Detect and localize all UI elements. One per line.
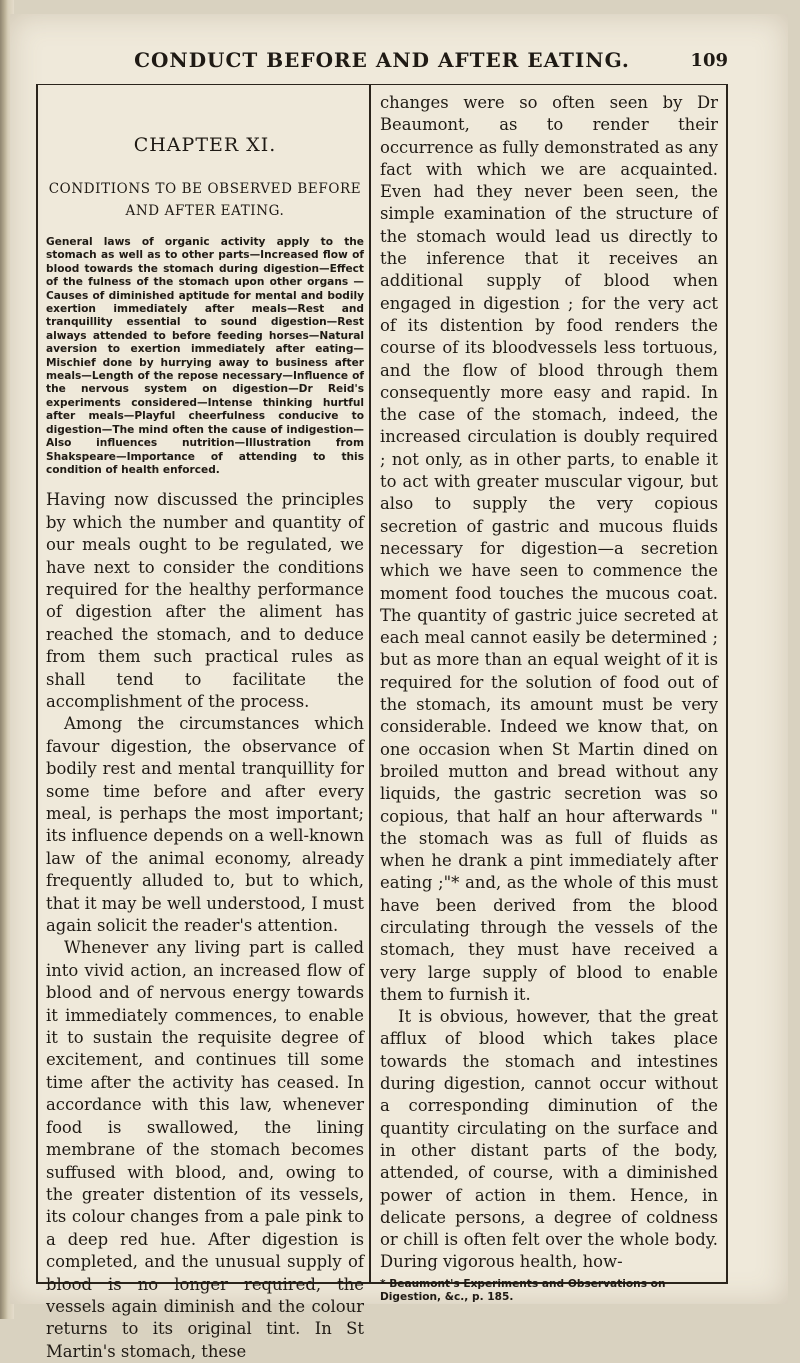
right-border-rule	[726, 85, 728, 1283]
paragraph: It is obvious, however, that the great afflux of blood which takes place towards the stomach and intestines during digestion, cannot occur without a corresponding diminution of the quantity circulating on the surface and in other distant parts of the body, attended, of course, with a diminished power of action in them. Hence, in delicate persons, a degree of coldness or chill is often felt over the whole body. During vigorous health, how-	[380, 1007, 718, 1272]
left-column	[46, 92, 364, 1363]
book-page	[10, 14, 788, 1361]
page-header	[36, 44, 728, 85]
footnote: * Beaumont's Experiments and Observations on Digestion, &c., p. 185.	[380, 1277, 666, 1303]
chapter-summary: General laws of organic activity apply to the stomach as well as to other parts—Increased flow of blood towards the stomach during digestion—Effect of the fulness of the stomach upon other organs —Causes of diminished aptitude for mental and bodily exertion immediately after meals—Rest and tranquillity essential to sound digestion—Rest always attended to before feeding horses—Natural aversion to exertion immediately after eating—Mischief done by hurrying away to business after meals—Length of the repose necessary—Influence of the nervous system on digestion—Dr Reid's experiments considered—Intense thinking hurtful after meals—Playful cheerfulness conducive to digestion—The mind often the cause of indigestion—Also influences nutrition—Illustration from Shakspeare—Importance of attending to this condition of health enforced.	[46, 236, 364, 476]
paragraph: Having now discussed the principles by which the number and quantity of our meals ought to be regulated, we have next to consider the conditions required for the healthy performance of digestion after the aliment has reached the stomach, and to deduce from them such practical rules as shall tend to facilitate the accomplishment of the process.	[46, 490, 364, 711]
page-number: 109	[690, 50, 728, 71]
paragraph: Among the circumstances which favour digestion, the observance of bodily rest and mental tranquillity for some time before and after every meal, is perhaps the most important; its influence depends on a well-known law of the animal economy, already frequently alluded to, but to which, that it may be well understood, I must again solicit the reader's attention.	[46, 714, 364, 936]
left-border-rule	[36, 85, 38, 1283]
column-divider	[369, 85, 371, 1283]
chapter-heading: CHAPTER XI.	[133, 134, 277, 156]
chapter-title: CONDITIONS TO BE OBSERVED BEFORE AND AFTER EATING.	[48, 181, 362, 219]
paragraph: Whenever any living part is called into vivid action, an increased flow of blood and of nervous energy towards it immediately commences, to enable it to sustain the requisite degree of excitement, and continues till some time after the activity has ceased. In accordance with this law, whenever food is swallowed, the lining membrane of the stomach becomes suffused with blood, and, owing to the greater distention of its vessels, its colour changes from a pale pink to a deep red hue. After digestion is completed, and the unusual supply of blood is no longer required, the vessels again diminish and the colour returns to its original tint. In St Martin's stomach, these	[46, 938, 364, 1361]
paragraph: changes were so often seen by Dr Beaumont, as to render their occurrence as fully demonstrated as any fact with which we are acquainted. Even had they never been seen, the simple examination of the structure of the stomach would lead us directly to the inference that it receives an additional supply of blood when engaged in digestion ; for the very act of its distention by food renders the course of its bloodvessels less tortuous, and the flow of blood through them consequently more easy and rapid. In the case of the stomach, indeed, the increased circulation is doubly required ; not only, as in other parts, to enable it to act with greater muscular vigour, but also to supply the very copious secretion of gastric and mucous fluids necessary for digestion—a secretion which we have seen to commence the moment food touches the mucous coat. The quantity of gastric juice secreted at each meal cannot easily be determined ; but as more than an equal weight of it is required for the solution of food out of the stomach, its amount must be very considerable. Indeed we know that, on one occasion when St Martin dined on broiled mutton and bread without any liquids, the gastric secretion was so copious, that half an hour afterwards " the stomach was as full of fluids as when he drank a pint immediately after eating ;"* and, as the whole of this must have been derived from the blood circulating through the vessels of the stomach, they must have received a very large supply of blood to enable them to furnish it.	[380, 93, 718, 1004]
running-title: CONDUCT BEFORE AND AFTER EATING.	[134, 48, 630, 72]
right-column	[380, 92, 718, 1304]
